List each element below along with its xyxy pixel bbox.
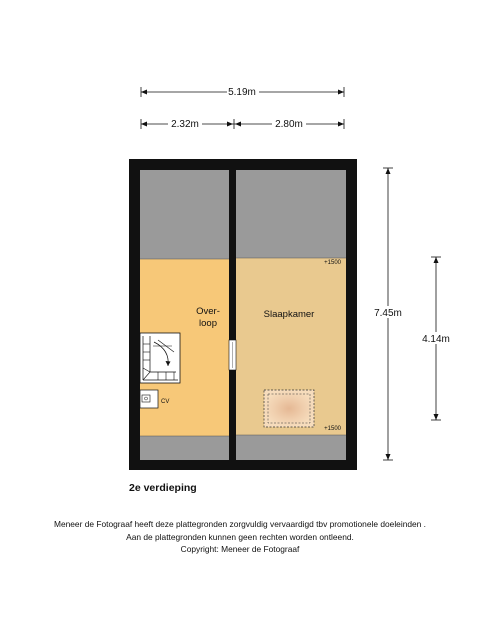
dimension-left-width — [141, 117, 234, 130]
skylight — [264, 390, 314, 427]
slaapkamer-low-ceiling-bottom — [236, 435, 346, 460]
floor-plan-body — [129, 159, 357, 470]
dimension-room-depth — [420, 257, 452, 420]
overloop-label-line2: loop — [199, 318, 217, 329]
slaapkamer-low-ceiling-top — [236, 170, 346, 258]
total-depth-label: 7.45m — [374, 308, 402, 319]
disclaimer-line-1: Meneer de Fotograaf heeft deze plattegronden zorgvuldig vervaardigd tbv promotionele doeleinden . — [53, 519, 426, 529]
slaapkamer-label: Slaapkamer — [263, 309, 315, 320]
overloop-label-line1: Over- — [196, 306, 220, 317]
cv-label: CV — [161, 399, 170, 405]
right-width-label: 2.80m — [275, 119, 303, 130]
copyright-line: Copyright: Meneer de Fotograaf — [180, 544, 300, 554]
overloop-low-ceiling-bottom — [140, 436, 229, 460]
dimension-right-width — [234, 117, 344, 130]
total-width-label: 5.19m — [228, 87, 256, 98]
height-mark-bottom: +1500 — [324, 426, 341, 432]
door-opening — [229, 340, 236, 370]
floor-label: 2e verdieping — [129, 482, 197, 494]
disclaimer-footer — [0, 518, 480, 556]
dimension-total-width — [141, 85, 344, 98]
room-depth-label: 4.14m — [422, 334, 450, 345]
height-mark-top: +1500 — [324, 260, 341, 266]
staircase — [140, 333, 180, 383]
dimension-total-depth — [372, 168, 404, 460]
disclaimer-line-2: Aan de plattegronden kunnen geen rechten worden ontleend. — [126, 531, 354, 542]
overloop-low-ceiling-top — [140, 170, 229, 259]
left-width-label: 2.32m — [171, 119, 199, 130]
